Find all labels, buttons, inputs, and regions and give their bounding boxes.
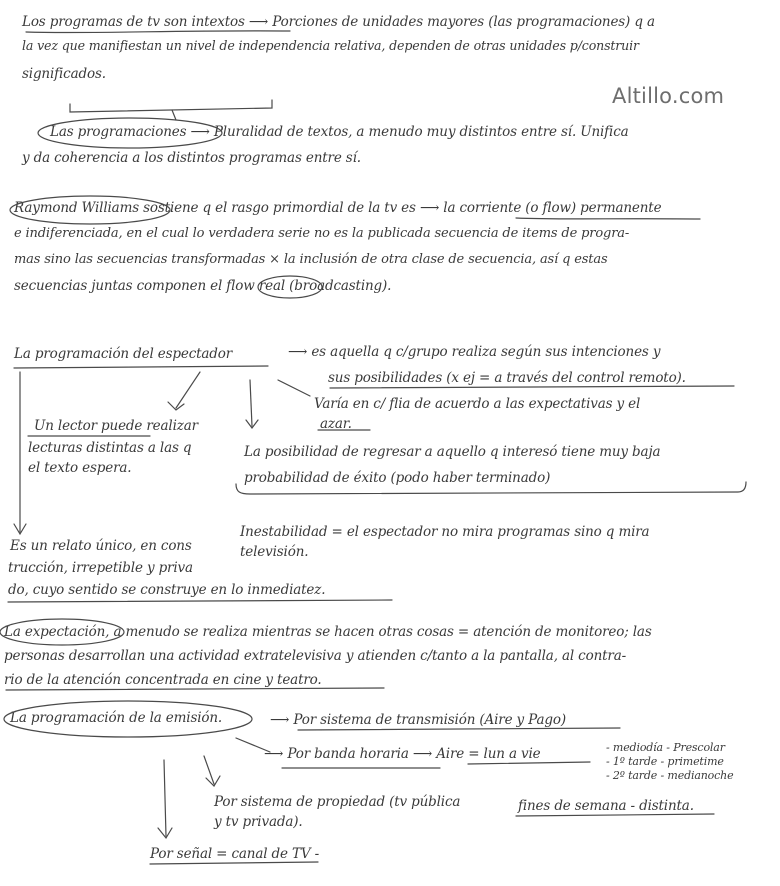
note-line: la vez que manifiestan un nivel de independencia relativa, dependen de otras unidades p/construir	[22, 38, 639, 53]
note-line: - 1º tarde - primetime	[606, 755, 724, 768]
underline-mark	[26, 31, 290, 33]
underline-mark	[516, 814, 714, 816]
note-line: televisión.	[240, 544, 309, 560]
note-line: Por señal = canal de TV -	[150, 846, 320, 862]
arrow-mark	[206, 776, 220, 786]
underline-mark	[8, 600, 392, 602]
note-line: y tv privada).	[214, 814, 303, 830]
arrow-mark	[168, 402, 184, 410]
note-line: rio de la atención concentrada en cine y teatro.	[4, 672, 322, 688]
note-line: Por sistema de propiedad (tv pública	[214, 794, 461, 810]
note-line: Es un relato único, en cons	[10, 538, 192, 554]
arrow-mark	[176, 372, 200, 408]
note-line: secuencias juntas componen el flow real (broadcasting).	[14, 278, 392, 294]
note-line: y da coherencia a los distintos programas entre sí.	[22, 150, 361, 166]
underline-mark	[468, 762, 590, 764]
arrow-mark	[204, 756, 214, 784]
note-line: La posibilidad de regresar a aquello q interesó tiene muy baja	[244, 444, 661, 460]
bracket-mark	[70, 100, 272, 112]
note-line: ⟶ Por banda horaria ⟶ Aire = lun a vie	[264, 746, 541, 762]
note-line: personas desarrollan una actividad extratelevisiva y atienden c/tanto a la pantalla, al contra-	[4, 648, 627, 664]
arrow-mark	[158, 828, 172, 838]
note-line: azar.	[320, 416, 352, 432]
arrow-mark	[246, 420, 258, 428]
note-line: Las programaciones ⟶ Pluralidad de textos, a menudo muy distintos entre sí. Unifica	[50, 124, 629, 140]
note-line: sus posibilidades (x ej = a través del control remoto).	[328, 370, 686, 386]
arrow-mark	[250, 380, 252, 426]
underline-mark	[6, 688, 384, 690]
underline-mark	[298, 728, 620, 730]
note-line: ⟶ Por sistema de transmisión (Aire y Pago)	[270, 712, 566, 728]
note-line: fines de semana - distinta.	[518, 798, 694, 814]
note-line: Inestabilidad = el espectador no mira programas sino q mira	[240, 524, 650, 540]
bracket-mark	[172, 110, 176, 120]
arrow-mark	[164, 760, 166, 836]
arrow-mark	[278, 380, 310, 396]
arrow-mark	[14, 524, 26, 534]
watermark: Altillo.com	[612, 84, 725, 108]
note-line: probabilidad de éxito (podo haber terminado)	[244, 470, 551, 486]
note-line: Un lector puede realizar	[34, 418, 198, 434]
underline-mark	[516, 218, 700, 219]
note-line: - mediodía - Prescolar	[606, 741, 725, 754]
underline-mark	[330, 386, 734, 388]
note-line: Los programas de tv son intextos ⟶ Porciones de unidades mayores (las programaciones) q a	[22, 14, 655, 30]
note-line: e indiferenciada, en el cual lo verdadera serie no es la publicada secuencia de items de progra-	[14, 226, 630, 241]
note-line: Varía en c/ flia de acuerdo a las expectativas y el	[314, 396, 641, 412]
underline-mark	[150, 862, 318, 864]
note-line: ⟶ es aquella q c/grupo realiza según sus intenciones y	[288, 344, 661, 360]
note-line: trucción, irrepetible y priva	[8, 560, 193, 576]
note-line: La expectación, a menudo se realiza mientras se hacen otras cosas = atención de monitoreo; las	[4, 624, 652, 640]
note-line: significados.	[22, 66, 106, 82]
note-line: el texto espera.	[28, 460, 132, 476]
note-line: lecturas distintas a las q	[28, 440, 192, 456]
note-line: La programación del espectador	[14, 346, 233, 362]
note-line: Raymond Williams sostiene q el rasgo primordial de la tv es ⟶ la corriente (o flow) permanente	[14, 200, 662, 216]
note-line: La programación de la emisión.	[10, 710, 223, 726]
underline-mark	[14, 366, 268, 368]
note-line: mas sino las secuencias transformadas × la inclusión de otra clase de secuencia, así q estas	[14, 252, 608, 267]
note-line: - 2º tarde - medianoche	[606, 769, 734, 782]
note-line: do, cuyo sentido se construye en lo inmediatez.	[8, 582, 326, 598]
